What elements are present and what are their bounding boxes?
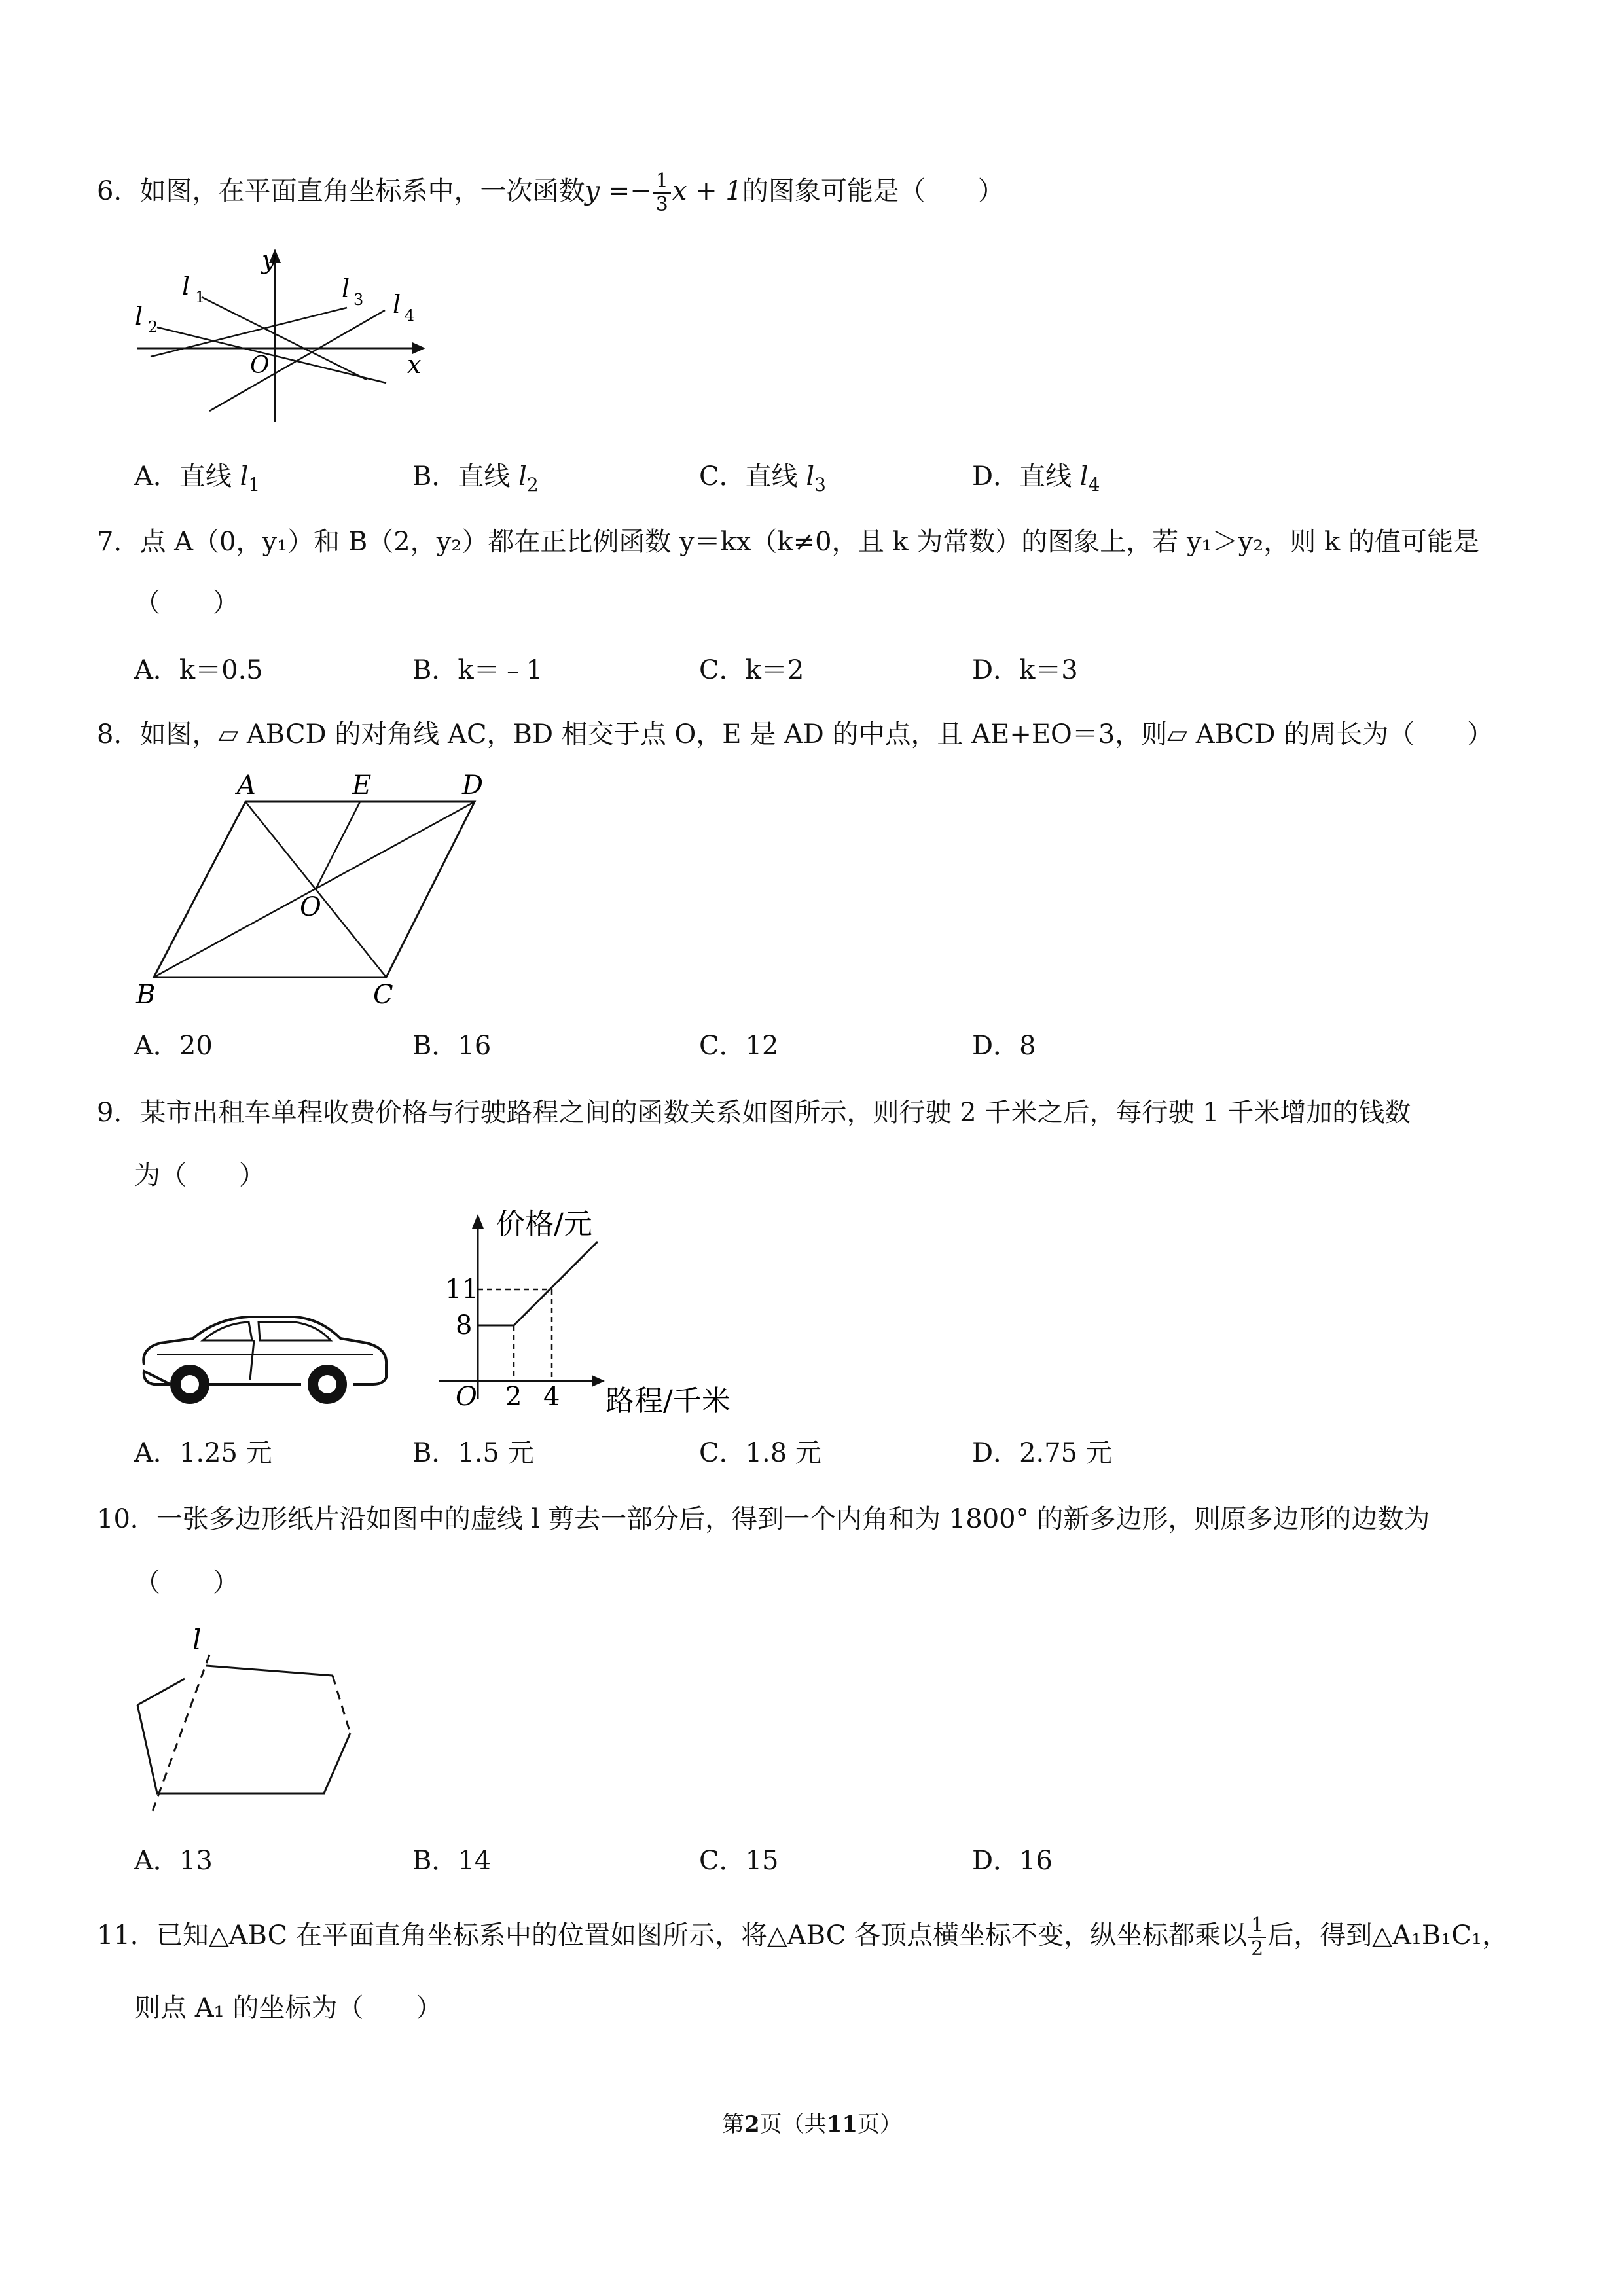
q11-fraction-denominator: 2 — [1251, 1937, 1264, 1960]
q11-fraction-numerator: 1 — [1248, 1914, 1266, 1938]
footer-mid: 页（共 — [759, 2111, 827, 2138]
q9-x-axis-arrow — [592, 1375, 605, 1387]
q9-car-front-window — [203, 1322, 252, 1340]
q9-option-d[interactable]: D．2.75 元 — [972, 1438, 1112, 1468]
q7-option-b[interactable]: B．k＝﹣1 — [412, 655, 543, 685]
q10-figure-polygon — [124, 1617, 373, 1833]
q6-option-b[interactable]: B．直线 $l_2$ — [412, 461, 539, 495]
q9-price-distance-graph — [432, 1208, 772, 1424]
q6-x-label: x — [407, 350, 422, 379]
q7-option-c[interactable]: C．k＝2 — [699, 655, 804, 685]
q6-text-after: 的图象可能是（ ） — [742, 176, 1004, 206]
q10-stem-line1: 10．一张多边形纸片沿如图中的虚线 l 剪去一部分后，得到一个内角和为 1800° 的新多边形，则原多边形的边数为 — [97, 1504, 1430, 1534]
q10-polygon-top-edge — [206, 1666, 333, 1676]
page-footer — [0, 2109, 1624, 2140]
q6-l1-label: l — [182, 272, 190, 300]
q7-stem-line1: 7．点 A（0，y₁）和 B（2，y₂）都在正比例函数 y＝kx（k≠0，且 k 为常数）的图象上，若 y₁＞y₂，则 k 的值可能是 — [97, 527, 1479, 557]
q8-option-d[interactable]: D．8 — [972, 1031, 1036, 1061]
q6-option-d[interactable]: D．直线 $l_4$ — [972, 461, 1100, 495]
q9-car-rear-hub — [318, 1375, 336, 1393]
q10-option-c[interactable]: C．15 — [699, 1846, 779, 1876]
q9-stem-line1: 9．某市出租车单程收费价格与行驶路程之间的函数关系如图所示，则行驶 2 千米之后，每行驶 1 千米增加的钱数 — [97, 1098, 1411, 1128]
q6-l3-sub: 3 — [353, 291, 364, 309]
q9-origin-label: O — [456, 1382, 477, 1412]
q10-cut-line-l — [152, 1655, 209, 1813]
q9-taxi-car-illustration — [131, 1302, 393, 1407]
q11-stem-line1 — [97, 1914, 1508, 1960]
q10-polygon-cut-edge — [137, 1679, 185, 1705]
q6-l2-sub: 2 — [148, 318, 158, 336]
q9-car-door-line — [250, 1340, 254, 1380]
q10-option-b[interactable]: B．14 — [412, 1846, 492, 1876]
q7-option-d[interactable]: D．k＝3 — [972, 655, 1078, 685]
q11-stem-line2: 则点 A₁ 的坐标为（ ） — [134, 1993, 442, 2023]
q6-l3-label: l — [342, 274, 350, 303]
q9-car-front-hub — [181, 1375, 199, 1393]
q10-polygon-dashed-edge — [333, 1676, 350, 1733]
q8-label-d: D — [462, 770, 484, 800]
q10-l-label: l — [192, 1624, 202, 1656]
q11-text-before: 11．已知△ABC 在平面直角坐标系中的位置如图所示，将△ABC 各顶点横坐标不变，纵坐标都乘以 — [97, 1920, 1248, 1950]
q6-l2-label: l — [135, 302, 143, 331]
q6-function-right: x + 1 — [672, 176, 742, 206]
q8-stem: 8．如图，▱ ABCD 的对角线 AC，BD 相交于点 O，E 是 AD 的中点，且 AE+EO＝3，则▱ ABCD 的周长为（ ） — [97, 719, 1494, 749]
q8-label-c: C — [373, 980, 393, 1010]
q9-tick-2: 2 — [505, 1382, 522, 1412]
q6-fraction-numerator: 1 — [653, 170, 671, 194]
q6-origin-label: O — [250, 352, 270, 379]
q6-line-l4 — [209, 310, 385, 411]
q7-option-a[interactable]: A．k＝0.5 — [134, 655, 263, 685]
q6-option-a[interactable]: A．直线 $l_1$ — [134, 461, 261, 495]
q6-fraction-denominator: 3 — [655, 193, 668, 216]
q9-stem-line2: 为（ ） — [134, 1160, 265, 1191]
q6-function-left: y =− — [585, 176, 652, 206]
q9-x-axis-label: 路程/千米 — [605, 1384, 731, 1418]
footer-page-number: 2 — [744, 2111, 760, 2138]
q6-figure-line-graph — [124, 242, 439, 432]
q10-stem-line2: （ ） — [134, 1568, 239, 1598]
q8-option-a[interactable]: A．20 — [134, 1031, 213, 1061]
q8-figure-parallelogram — [124, 769, 504, 1011]
q6-l4-sub: 4 — [405, 306, 415, 325]
q8-option-b[interactable]: B．16 — [412, 1031, 492, 1061]
q6-l4-label: l — [393, 290, 401, 319]
q10-option-d[interactable]: D．16 — [972, 1846, 1053, 1876]
q6-fraction — [653, 170, 671, 216]
q9-y-axis-arrow — [472, 1214, 484, 1229]
q8-label-b: B — [136, 980, 156, 1010]
q9-option-c[interactable]: C．1.8 元 — [699, 1438, 821, 1468]
footer-suffix: 页） — [857, 2111, 902, 2138]
q9-price-line — [478, 1242, 598, 1325]
q9-y-axis-label: 价格/元 — [496, 1208, 592, 1241]
q8-label-o: O — [300, 892, 321, 922]
q10-option-a[interactable]: A．13 — [134, 1846, 213, 1876]
q6-y-label: y — [262, 245, 276, 274]
footer-prefix: 第 — [722, 2111, 744, 2138]
q9-tick-8: 8 — [456, 1310, 473, 1340]
q6-stem — [97, 170, 1004, 216]
q9-tick-11: 11 — [445, 1274, 478, 1304]
q8-option-c[interactable]: C．12 — [699, 1031, 779, 1061]
footer-total-pages: 11 — [826, 2111, 857, 2138]
q6-l1-sub: 1 — [195, 288, 206, 306]
q7-stem-line2: （ ） — [134, 588, 239, 618]
q10-polygon-solid-edges — [137, 1705, 350, 1793]
q8-label-a: A — [237, 770, 256, 800]
q8-label-e: E — [352, 770, 372, 800]
q11-fraction — [1248, 1914, 1266, 1960]
q9-option-a[interactable]: A．1.25 元 — [134, 1438, 272, 1468]
q6-number: 6． — [97, 176, 140, 206]
q11-text-after: 后，得到△A₁B₁C₁， — [1267, 1920, 1508, 1950]
q9-option-b[interactable]: B．1.5 元 — [412, 1438, 534, 1468]
q9-tick-4: 4 — [543, 1382, 560, 1412]
q6-option-c[interactable]: C．直线 $l_3$ — [699, 461, 826, 495]
q6-text-before: 如图，在平面直角坐标系中，一次函数 — [139, 176, 585, 206]
q8-diagonal-bd — [154, 802, 475, 977]
